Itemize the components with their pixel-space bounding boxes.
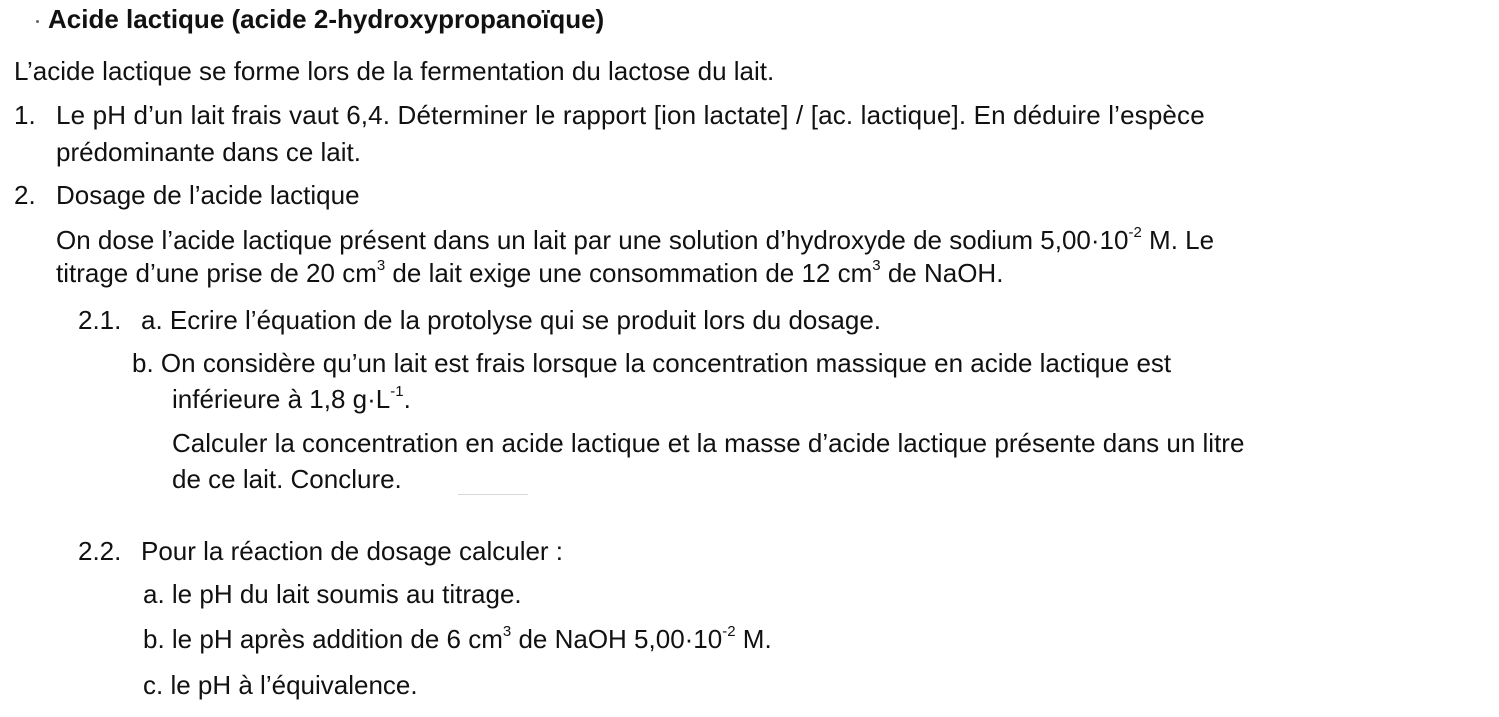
paragraph-text: b. le pH après addition de 6 cm	[143, 624, 503, 654]
question-2-1-b-line-2	[172, 384, 411, 414]
exponent: -1	[390, 383, 404, 400]
paragraph-text: On dose l’acide lactique présent dans un lait par une solution d’hydroxyde de sodium 5,00·10	[56, 225, 1129, 255]
question-2-2-c: c. le pH à l’équivalence.	[143, 670, 418, 700]
paragraph-text: de NaOH 5,00·10	[511, 624, 723, 654]
question-2-1-number: 2.1.	[78, 305, 122, 335]
exponent: -2	[722, 623, 736, 640]
question-2-paragraph-line-1	[56, 225, 1214, 255]
faint-rule	[458, 494, 528, 495]
question-2-paragraph-line-2	[56, 258, 1003, 288]
question-2-2-number: 2.2.	[78, 536, 122, 566]
question-1-line-2: prédominante dans ce lait.	[56, 137, 361, 167]
paragraph-text: de lait exige une consommation de 12 cm	[385, 258, 873, 288]
question-1-line-1	[56, 100, 1474, 130]
exponent: 3	[376, 257, 386, 274]
question-1-text-1: Le pH d’un lait frais vaut 6,4. Déterminer le rapport [ion lactate] / [ac. lactique]. En déduire l’espèce	[56, 100, 1205, 130]
intro-text: L’acide lactique se forme lors de la fermentation du lactose du lait.	[14, 56, 775, 86]
question-2-2-b	[143, 624, 772, 654]
paragraph-text: M. Le	[1141, 225, 1215, 255]
paragraph-text: M.	[735, 624, 772, 654]
question-2-number: 2.	[14, 180, 36, 210]
question-2-1-b-line-1: b. On considère qu’un lait est frais lorsque la concentration massique en acide lactique est	[132, 348, 1172, 378]
paragraph-text: .	[403, 384, 411, 414]
exponent: 3	[872, 257, 881, 274]
question-2-heading: Dosage de l’acide lactique	[56, 180, 360, 210]
stray-mark	[36, 20, 39, 23]
question-1-number: 1.	[14, 100, 36, 130]
question-2-2-a: a. le pH du lait soumis au titrage.	[143, 579, 522, 609]
paragraph-text: titrage d’une prise de 20 cm	[56, 258, 377, 288]
question-2-1-b-line-4: de ce lait. Conclure.	[172, 464, 402, 494]
paragraph-text: inférieure à 1,8 g·L	[172, 384, 391, 414]
paragraph-text: de NaOH.	[880, 258, 1004, 288]
exponent: 3	[502, 623, 512, 640]
question-2-1-a: a. Ecrire l’équation de la protolyse qui se produit lors du dosage.	[141, 305, 881, 335]
exponent: -2	[1128, 224, 1142, 241]
document-title: Acide lactique (acide 2-hydroxypropanoïque)	[48, 4, 605, 34]
question-2-1-b-line-3: Calculer la concentration en acide lactique et la masse d’acide lactique présente dans un litre	[172, 428, 1245, 458]
question-2-2-heading: Pour la réaction de dosage calculer :	[141, 536, 564, 566]
